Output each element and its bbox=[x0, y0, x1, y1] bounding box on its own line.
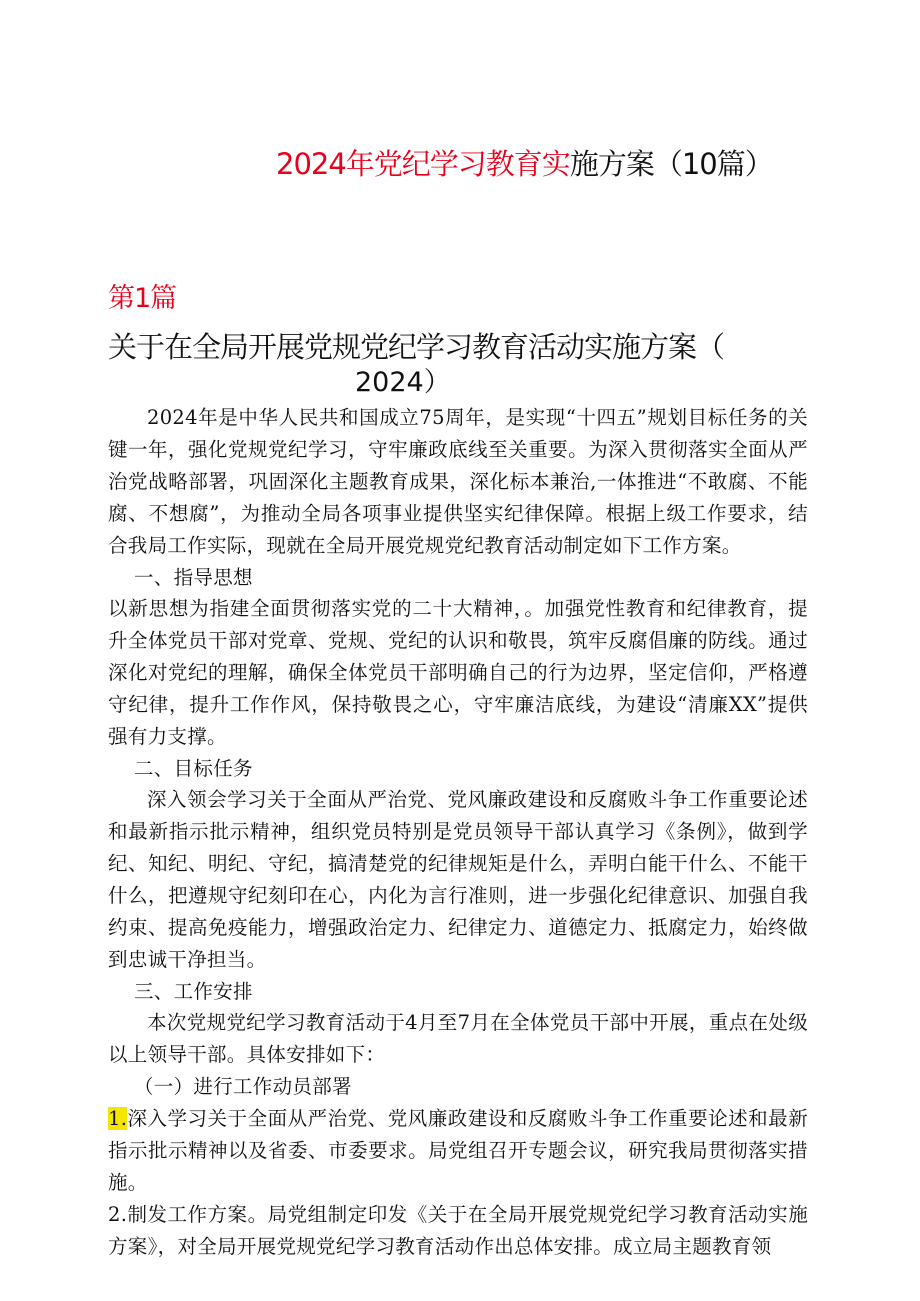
section-title-year: 2024） bbox=[355, 367, 451, 398]
document-title-black-part: 施方案（10篇） bbox=[569, 147, 773, 181]
chapter-label: 第1篇 bbox=[108, 283, 177, 314]
list-item-1 bbox=[108, 1103, 808, 1199]
document-body bbox=[108, 402, 808, 1263]
heading-goals: 二、目标任务 bbox=[134, 757, 253, 780]
heading-guiding-ideology: 一、指导思想 bbox=[134, 566, 253, 589]
list-item-2-text: .制发工作方案。局党组制定印发《关于在全局开展党规党纪学习教育活动实施方案》，对全局开展党规党纪学习教育活动作出总体安排。成立局主题教育领 bbox=[108, 1203, 808, 1258]
paragraph-goals: 深入领会学习关于全面从严治党、党风廉政建设和反腐败斗争工作重要论述和最新指示批示精神，组织党员特别是党员领导干部认真学习《条例》，做到学纪、知纪、明纪、守纪，搞清楚党的纪律规矩是什么，弄明白能干什么、不能干什么，把遵规守纪刻印在心，内化为言行准则，进一步强化纪律意识、加强自我约束、提高免疫能力，增强政治定力、纪律定力、道德定力、抵腐定力，始终做到忠诚干净担当。 bbox=[108, 788, 808, 971]
heading-work-arrangement: 三、工作安排 bbox=[134, 980, 253, 1003]
document-title bbox=[276, 144, 876, 184]
intro-paragraph: 2024年是中华人民共和国成立75周年，是实现“十四五”规划目标任务的关键一年，强化党规党纪学习，守牢廉政底线至关重要。为深入贯彻落实全面从严治党战略部署，巩固深化主题教育成果，深化标本兼治,一体推进“不敢腐、不能腐、不想腐”，为推动全局各项事业提供坚实纪律保障。根据上级工作要求，结合我局工作实际，现就在全局开展党规党纪教育活动制定如下工作方案。 bbox=[108, 406, 808, 557]
subheading-mobilization: （一）进行工作动员部署 bbox=[134, 1075, 352, 1098]
paragraph-work-arrangement: 本次党规党纪学习教育活动于4月至7月在全体党员干部中开展，重点在处级以上领导干部。具体安排如下： bbox=[108, 1011, 808, 1066]
list-item-1-text: 深入学习关于全面从严治党、党风廉政建设和反腐败斗争工作重要论述和最新指示批示精神以及省委、市委要求。局党组召开专题会议，研究我局贯彻落实措施。 bbox=[108, 1107, 808, 1194]
document-title-red-part: 2024年党纪学习教育实 bbox=[276, 147, 570, 181]
list-item-2-number: 2 bbox=[108, 1203, 121, 1226]
highlighted-item-number: 1. bbox=[108, 1107, 128, 1130]
list-item-2 bbox=[108, 1199, 808, 1263]
section-title: 关于在全局开展党规党纪学习教育活动实施方案（ bbox=[108, 330, 725, 364]
paragraph-guiding-ideology: 以新思想为指建全面贯彻落实党的二十大精神，。加强党性教育和纪律教育，提升全体党员干部对党章、党规、党纪的认识和敬畏，筑牢反腐倡廉的防线。通过深化对党纪的理解，确保全体党员干部明确自己的行为边界，坚定信仰，严格遵守纪律，提升工作作风，保持敬畏之心，守牢廉洁底线，为建设“清廉XX”提供强有力支撑。 bbox=[108, 597, 808, 748]
